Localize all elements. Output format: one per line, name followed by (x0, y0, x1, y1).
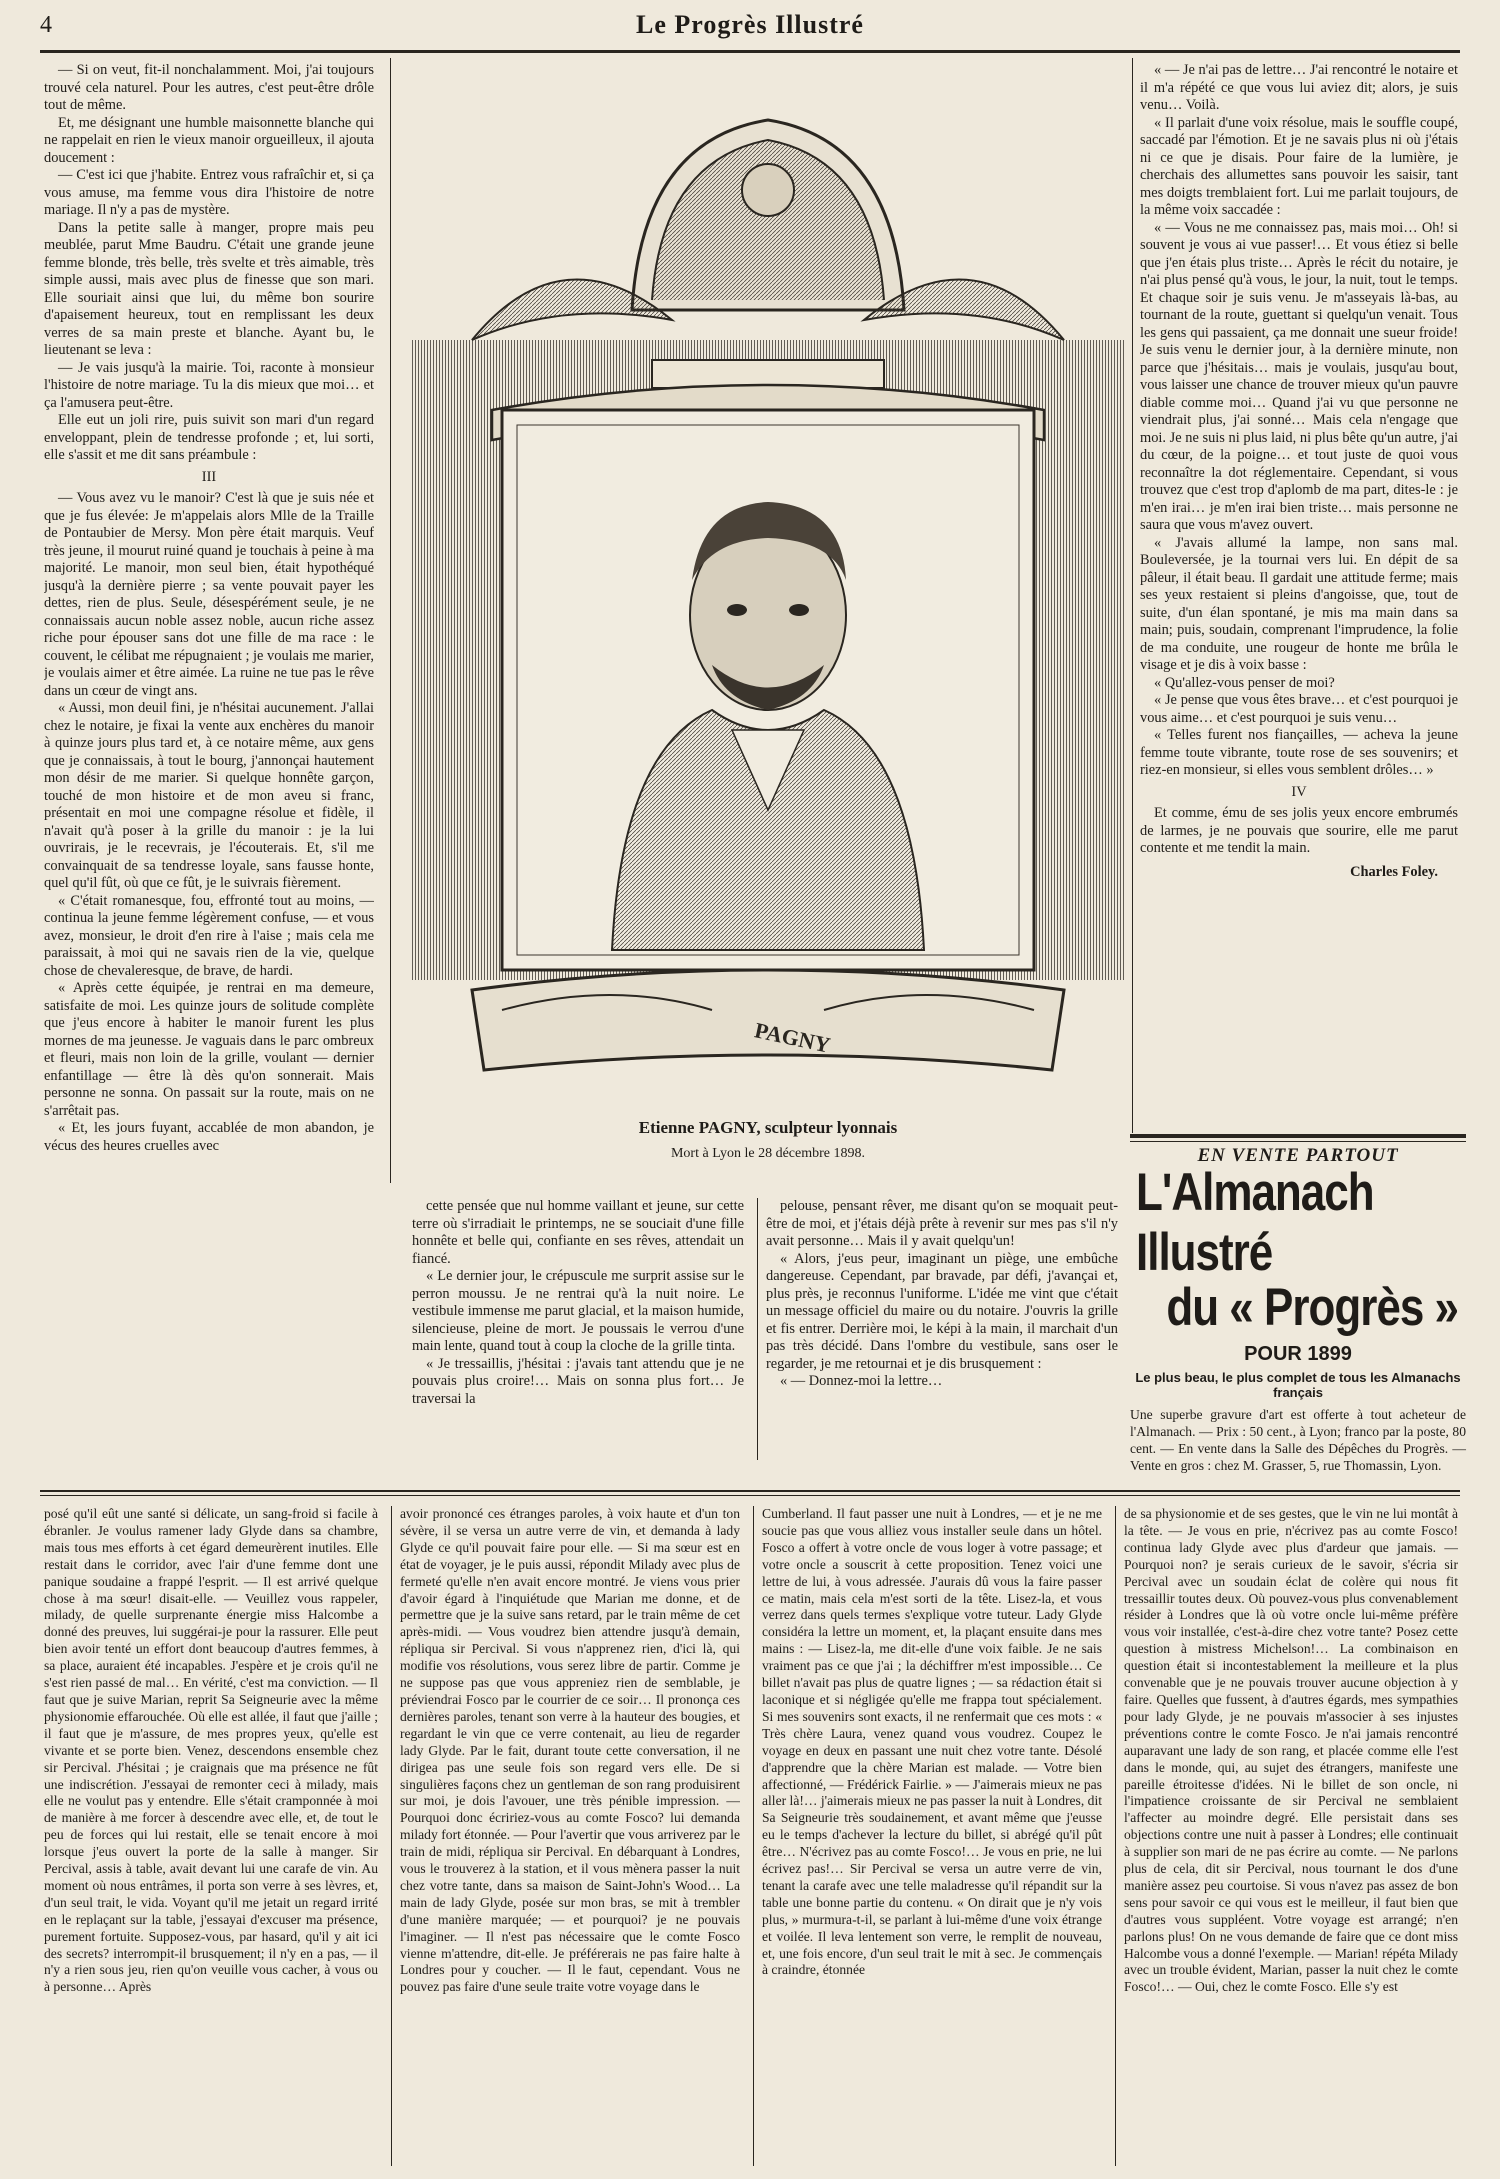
column-divider (390, 58, 391, 1183)
paragraph: — Vous avez vu le manoir? C'est là que je suis née et que je fus élevée: Je m'appelais alors Mlle de la Traille de Pontaubier de Mersy. Mon père était marquis. Veuf très jeune, il mourut ruiné quand je touchais à peine à ma majorité. Le manoir, mon seul bien, était hypothéqué jusqu'à la dernière pierre ; sa vente pouvait payer les dettes, rien de plus. Seule, désespérément seule, je ne connaissais aucun noble assez noble, aucun riche assez riche pour épouser sans dot une fille de ma race : le couvent, le célibat me répugnaient ; je voulais me marier, je voulais aimer et être aimée. La ruine ne tue pas le rêve dans un cœur de vingt ans. (44, 490, 374, 699)
article-column-2 (412, 1198, 744, 1468)
paragraph: « Aussi, mon deuil fini, je n'hésitai aucunement. J'allai chez le notaire, je fixai la vente aux enchères du manoir à quinze jours plus tard et, à ce notaire même, aux gens que je connaissais, à tout le bourg, j'annonçai hautement mon désir de me marier. Si quelque honnête garçon, touché de mon histoire et de mon aveu si franc, présentait en moi une compagne résolue et fidèle, il n'avait qu'à poser à la grille du manoir : je la lui ouvrirais, je le recevrais, je l'écouterais. Et, s'il me convainquait de sa tendresse loyale, sans fausse honte, quel qu'il fût, où que ce fût, je le suivrais fièrement. (44, 700, 374, 891)
paragraph: « Telles furent nos fiançailles, — acheva la jeune femme toute vibrante, toute rose de ses souvenirs; et riez-en monsieur, si elles vous semblent drôles… » (1140, 727, 1458, 778)
column-divider (753, 1506, 754, 2166)
paragraph: pelouse, pensant rêver, me disant qu'on se moquait peut-être de moi, et j'étais déjà prête à revenir sur mes pas s'il n'y avait personne… Mais il y avait quelqu'un! (766, 1198, 1118, 1249)
ad-title-line-2: du « Progrès » (1166, 1278, 1458, 1337)
newspaper-title: Le Progrès Illustré (636, 10, 864, 39)
paragraph: Dans la petite salle à manger, propre mais peu meublée, parut Mme Baudru. C'était une grande jeune femme blonde, très belle, très svelte et très aimable, très simple aussi, mais avec plus de finesse que son mari. Elle souriait ainsi que lui, du même bon sourire d'apaisement heureux, tout en remplissant les deux verres de sa main preste et blanche. Ayant bu, le lieutenant se leva : (44, 219, 374, 358)
paragraph: Et comme, ému de ses jolis yeux encore embrumés de larmes, je ne pouvais que sourire, elle me parut contente et me tendit la main. (1140, 805, 1458, 856)
ad-banner: EN VENTE PARTOUT (1197, 1145, 1399, 1166)
article-col3-paragraphs (766, 1198, 1118, 1391)
section-heading-iii: III (201, 468, 217, 485)
column-divider (391, 1506, 392, 2166)
feuilleton-column-2: avoir prononcé ces étranges paroles, à voix haute et d'un ton sévère, il se versa un autre verre de vin, et demanda à lady Glyde ce qu'il pouvait faire pour elle. — Si ma sœur est en état de voyager, je le puis aussi, répondit Milady avec plus de fermeté qu'elle n'en avait encore montré. Je viens vous prier d'avoir égard à l'inquiétude que Marian me donne, et de permettre que je la suive sans retard, par le train même de cet après-midi. — Vous voudrez bien attendre jusqu'à demain, répliqua sir Percival. Si vous n'apprenez rien, d'ici là, qui modifie vos résolutions, vous serez libre de partir. Comme je ne suppose pas que vous appreniez rien de semblable, je préviendrai Fosco par le courrier de ce soir… Il prononça ces dernières paroles, tenant son verre à la hauteur des bougies, et regardant le vin que ce verre contenait, au lieu de regarder lady Glyde. Par le fait, durant toute cette conversation, il ne dirigea pas une seule fois son regard vers elle. De si singulières façons chez un gentleman de son rang produisirent sur moi, je dois l'avouer, une très pénible impression. — Pourquoi donc écririez-vous au comte Fosco? lui demanda milady fort étonnée. — Pour l'avertir que vous arriverez par le train de midi, répliqua sir Percival. En débarquant à Londres, vous le trouverez à la station, et il vous mènera passer la nuit chez votre tante, dans sa maison de Saint-John's Wood… La main de lady Glyde, posée sur mon bras, se mit à trembler d'une manière marquée; — et pourquoi? je ne pouvais l'imaginer. — Il n'est pas nécessaire que le comte Fosco vienne m'attendre, dit-elle. Je préférerais ne pas faire halte à Londres pour y coucher. — Il le faut, cependant. Vous ne pouvez pas faire d'une seule traite votre voyage dans le (400, 1506, 740, 1995)
column-divider (1132, 58, 1133, 1133)
article-col4b-paragraphs (1140, 805, 1458, 858)
paragraph: « Il parlait d'une voix résolue, mais le souffle coupé, saccadé par l'émotion. Et je ne savais plus ni où j'étais ni ce que je disais. Pour faire de la lumière, je cherchais des allumettes sans pouvoir les saisir, tant mes doigts tremblaient fort. Lui me parlait toujours, de la même voix saccadée : (1140, 114, 1458, 218)
paragraph: « Alors, j'eus peur, imaginant un piège, une embûche dangereuse. Cependant, par bravade, par défi, j'avançai et, plus près, je reconnus l'uniforme. L'idée me vint que c'était un message officiel du maire ou du notaire. J'ouvris la grille et fis entrer. Derrière moi, le képi à la main, il marchait d'un pas très décidé. Dans l'ombre du vestibule, sans oser le regarder, je me retournai et je dis brusquement : (766, 1250, 1118, 1372)
paragraph: « C'était romanesque, fou, effronté tout au moins, — continua la jeune femme légèrement confuse, — et vous avez, monsieur, le droit d'en rire à l'aise ; mais cela me paraissait, à moi qui ne savais rien de la vie, quelque chose de chevaleresque, de brave, de hardi. (44, 892, 374, 979)
paragraph: cette pensée que nul homme vaillant et jeune, sur cette terre où s'irradiait le printemps, ne se souciait d'une fille honnête et belle qui, confiante en ses rêves, attendait un fiancé. (412, 1198, 744, 1267)
paragraph: « — Donnez-moi la lettre… (780, 1373, 943, 1389)
paragraph: « Le dernier jour, le crépuscule me surprit assise sur le perron moussu. Je ne rentrai qu'à la nuit noire. Le vestibule immense me parut glacial, et la maison humide, silencieuse, pleine de mort. Je poussais le verrou d'une main lente, quand tout à coup la cloche de la grille tinta. (412, 1268, 744, 1354)
section-heading-iv: IV (1291, 783, 1307, 800)
feuilleton-rule (40, 1490, 1460, 1492)
column-divider (1115, 1506, 1116, 2166)
article-col4-paragraphs (1140, 62, 1458, 780)
article-column-4 (1140, 62, 1458, 1120)
frame-label: PAGNY (752, 1017, 833, 1058)
feuilleton-column-4: de sa physionomie et de ses gestes, que le vin ne lui montât à la tête. — Je vous en prie, n'écrivez pas au comte Fosco! continua lady Glyde avec plus d'ardeur que jamais. — Pourquoi non? je serais curieux de le savoir, s'écria sir Percival avec un soudain éclat de colère qui nous fit tressaillir toutes deux. Où pouvez-vous plus convenablement résider à Londres que là où votre oncle lui-même préfère vous voir installée, c'est-à-dire chez votre tante? Posez cette question à mistress Michelson!… La combinaison en question était si incontestablement la meilleure et la plus convenable que je ne pouvais trouver aucune objection à y faire. Quelles que fussent, à d'autres égards, mes sympathies pour lady Glyde, je ne pouvais m'associer à ses injustes préventions contre le comte Fosco. Je n'ai jamais rencontré auparavant une lady de son rang, et placée comme elle l'est dans le monde, qui, au sujet des étrangers, manifeste une pareille étroitesse d'idées. Ni le billet de son oncle, ni l'impatience croissante de sir Percival ne semblaient l'affecter au moindre degré. Elle persistait dans ses objections contre une nuit à passer à Londres; elle continuait à supplier son mari de ne pas écrire au comte. — Ne parlons plus de cela, dit sir Percival, nous tournant le dos d'une manière assez peu courtoise. Si vous n'avez pas assez de bon sens pour savoir ce qui vous est le meilleur, il faut bien que d'autres vous suppléent. Votre voyage est arrangé; n'en parlons plus! On ne vous demande de faire que ce dont miss Halcombe vous a donné l'exemple. — Marian! répéta Milady avec un trouble évident, Marian, passer la nuit chez le comte Fosco!… — Oui, chez le comte Fosco. Elle s'y est (1124, 1506, 1458, 1995)
caption-title: Etienne PAGNY, sculpteur lyonnais (638, 1118, 898, 1137)
ad-title-line-1: L'Almanach Illustré (1136, 1163, 1374, 1282)
article-col1-paragraphs (44, 62, 374, 465)
author-signature: Charles Foley. (1350, 863, 1438, 880)
feuilleton-column-1: posé qu'il eût une santé si délicate, un sang-froid si facile à ébranler. Je voulus ramener lady Glyde dans sa chambre, mais tous mes efforts à cet égard demeurèrent inutiles. Elle restait dans le corridor, avec l'air d'une femme dont une panique soudaine a frappé l'esprit. — Il est arrivé quelque chose à ma sœur! disait-elle. — Veuillez vous rappeler, milady, de quelle surprenante énergie miss Halcombe a donné des preuves, lui suggérai-je pour la rassurer. Elle peut bien avoir tenté un effort dont beaucoup d'autres femmes, à sa place, auraient été incapables. J'espère et je crois qu'il ne s'est rien passé de mal… En vérité, c'est ma conviction. — Il faut que je suive Marian, reprit Sa Seigneurie avec la même physionomie effarouchée. Où elle est allée, il faut que j'aille ; il faut que je m'assure, de mes propres yeux, qu'elle est vivante et se porte bien. Venez, descendons ensemble chez sir Percival. J'hésitai ; je craignais que ma présence ne fût une indiscrétion. J'essayai de remonter ceci à milady, mais elle ne voulut pas y entendre. Elle s'était cramponnée à moi de manière à me forcer à descendre avec elle, et, de tout le peu de forces qui lui restait, elle se tenait encore à moi lorsque j'eus ouvert la porte de la salle à manger. Sir Percival, assis à table, avait devant lui une carafe de vin. Au moment où nous entrâmes, il porta son verre à ses lèvres, et, d'un seul trait, le vida. Voyant qu'il me jetait un regard irrité en le replaçant sur la table, j'essayai d'excuser ma présence, purement fortuite. Supposez-vous, par hasard, qu'il y ait ici des secrets? interrompit-il brusquement; il n'y en a pas, — il n'y a rien sous jeu, rien qu'on veuille vous cacher, à vous ou à personne… Après (44, 1506, 378, 1995)
paragraph: « Et, les jours fuyant, accablée de mon abandon, je vécus des heures cruelles avec (44, 1120, 374, 1154)
paragraph: « — Je n'ai pas de lettre… J'ai rencontré le notaire et il m'a répété ce que vous lui aviez dit; alors, je suis venu… Voilà. (1140, 62, 1458, 113)
paragraph: — Si on veut, fit-il nonchalamment. Moi, j'ai toujours trouvé cela naturel. Pour les autres, c'est peut-être drôle tout de même. (44, 62, 374, 113)
paragraph: « Après cette équipée, je rentrai en ma demeure, satisfaite de moi. Les quinze jours de solitude complète que j'eus encore à habiter le manoir furent les plus mornes de ma jeunesse. Je vaguais dans le parc ombreux et fleuri, mais non loin de la grille, voulant — dernier enfantillage — être là dès qu'on sonnerait. Mais personne ne sonna. On passait sur la route, mais on ne s'arrêtait pas. (44, 980, 374, 1119)
ad-tagline: Le plus beau, le plus complet de tous les Almanachs français (1135, 1370, 1461, 1400)
paragraph: Et, me désignant une humble maisonnette blanche qui ne rappelait en rien le vieux manoir orgueilleux, il ajouta doucement : (44, 114, 374, 166)
ad-body: Une superbe gravure d'art est offerte à tout acheteur de l'Almanach. — Prix : 50 cent., à Lyon; franco par la poste, 80 cent. — En vente dans la Salle des Dépêches du Progrès. — Vente en gros : chez M. Grasser, 5, rue Thomassin, Lyon. (1130, 1407, 1466, 1473)
article-col2-paragraphs (412, 1198, 744, 1408)
paragraph: « Je tressaillis, j'hésitai : j'avais tant attendu que je ne pouvais plus croire!… Mais on sonna plus fort… Je traversai la (412, 1355, 744, 1407)
paragraph: Elle eut un joli rire, puis suivit son mari d'un regard enveloppant, plein de tendresse profonde ; et, lui sorti, elle s'assit et me dit sans préambule : (44, 412, 374, 463)
paragraph: — C'est ici que j'habite. Entrez vous rafraîchir et, si ça vous amuse, ma femme vous dira l'histoire de notre mariage. Il n'y a pas de mystère. (44, 167, 374, 218)
paragraph: « Qu'allez-vous penser de moi? (1154, 674, 1335, 691)
article-column-3 (766, 1198, 1118, 1468)
page-number: 4 (40, 12, 52, 38)
article-column-1 (44, 62, 374, 1192)
column-divider (757, 1198, 758, 1460)
header-rule (40, 50, 1460, 53)
feuilleton-column-3: Cumberland. Il faut passer une nuit à Londres, — et je ne me soucie pas que vous alliez vous installer seule dans un hôtel. Fosco a offert à votre oncle de vous loger à votre passage; et votre oncle a souscrit à cette proposition. Tenez voici une lettre de lui, à vous adressée. J'aurais dû vous la faire passer ce matin, mais cela m'est sorti de la tête. Lisez-la, et vous verrez dans quels termes s'explique votre tuteur. Lady Glyde considéra la lettre un moment, et, la plaçant ensuite dans mes mains : — Lisez-la, me dit-elle d'une voix faible. Je ne sais vraiment pas ce que j'ai ; la déchiffrer m'est impossible… Ce billet n'avait pas plus de quatre lignes ; — sa rédaction était si laconique et si négligée qu'elle me frappa tout spécialement. Si mes souvenirs sont exacts, il ne renfermait que ces mots : « Très chère Laura, venez quand vous voudrez. Coupez le voyage en deux en passant une nuit chez votre tante. Désolé d'apprendre que la chère Marian est malade. — Votre bien affectionné, — Frédérick Fairlie. » — J'aimerais mieux ne pas aller là!… j'aimerais mieux ne pas passer la nuit à Londres, dit Sa Seigneurie très soudainement, et avant même que j'eusse eu le temps d'achever la lecture du billet, si abrégé qu'il pût être… N'écrivez pas au comte Fosco!… Je vous en prie, ne lui écrivez pas!… Sir Percival se versa un autre verre de vin, tenant la carafe avec une telle maladresse qu'il répandit sur la table une bonne partie du contenu. « On dirait que je n'y vois plus, » murmura-t-il, se parlant à lui-même d'une voix étrange et voilée. Il leva lentement son verre, le remplit de nouveau, et, une fois encore, d'un seul trait le mit à sec. Je commençais à craindre, étonnée (762, 1506, 1102, 1978)
paragraph: « Je pense que vous êtes brave… et c'est pourquoi je vous aime… et c'est pourquoi je suis venu… (1140, 692, 1458, 726)
paragraph: « — Vous ne me connaissez pas, mais moi… Oh! si souvent je vous ai vue passer!… Et vous étiez si belle que j'en étais plus triste… Après le récit du notaire, je n'ai plus pensé qu'à vous, le jour, la nuit, tout le temps. Et chaque soir je suis venu. Je m'asseyais là-bas, au tournant de la route, guettant si quelqu'un venait. Tous les gens qui passaient, ça me donnait une sueur froide! Je suis venu le dernier jour, à la dernière minute, non parce que j'hésitais… mais je voulais, jusqu'au bout, vous laisser une chance de trouver mieux qu'un pauvre diable comme moi… Quand j'ai vu que personne ne viendrait plus, j'ai sonné… Mais cela n'engage que moi. Je ne suis ni plus laid, ni plus bête qu'un autre, j'ai du cœur, de la poigne… et tout juste de quoi vous reconnaître la dot réglementaire. Cependant, si vous trouvez que c'est trop d'aplomb de ma part, dites-le : je m'en irai… je m'en irai bien triste… mais personne ne saura que vous m'avez ouvert. (1140, 219, 1458, 533)
paragraph: « J'avais allumé la lampe, non sans mal. Bouleversée, je la tournai vers lui. En dépit de sa pâleur, il était beau. Il gardait une attitude ferme; mais ses yeux restaient si pleins d'angoisse, que, tout de suite, d'un élan spontané, je mis ma main dans sa main; puis, soudain, comprenant l'imprudence, la folie de ma conduite, une rougeur de honte me brûla le visage et je dis à voix basse : (1140, 534, 1458, 673)
article-col1b-paragraphs (44, 490, 374, 1155)
paragraph: — Je vais jusqu'à la mairie. Toi, raconte à monsieur l'histoire de notre mariage. Tu la dis mieux que moi… et ça l'amusera peut-être. (44, 359, 374, 411)
portrait-illustration (412, 110, 1124, 1086)
feuilleton-rule (40, 1495, 1460, 1496)
engraving-frame (412, 110, 1124, 1086)
caption-subtitle: Mort à Lyon le 28 décembre 1898. (670, 1146, 865, 1161)
ad-year: POUR 1899 (1244, 1343, 1352, 1365)
